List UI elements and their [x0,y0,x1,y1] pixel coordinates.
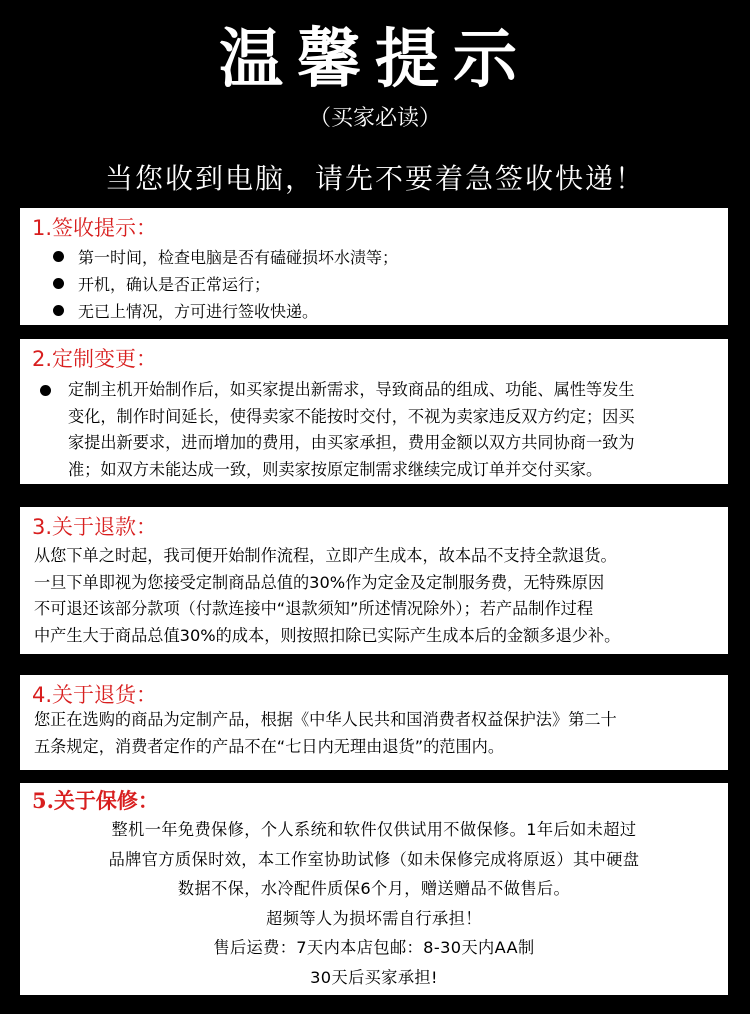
list-item [53,271,398,298]
section-sign-receipt [20,208,728,325]
list-item [53,244,398,271]
list-item-text: 无已上情况，方可进行签收快递。 [78,302,319,321]
headline: 当您收到电脑，请先不要着急签收快递！ [104,162,645,195]
text-line: 一旦下单即视为您接受定制商品总值的30%作为定金及定制服务费，无特殊原因 [34,572,605,592]
section-title: 5.关于保修： [32,788,159,813]
bullet-icon [53,278,64,289]
text-line: 准；如双方未能达成一致，则卖家按原定制需求继续完成订单并交付买家。 [68,459,603,479]
bullet-icon [53,305,64,316]
text-line: 中产生大于商品总值30%的成本，则按照扣除已实际产生成本后的金额多退少补。 [34,625,621,645]
text-line: 家提出新要求，进而增加的费用，由买家承担，费用金额以双方共同协商一致为 [68,433,635,452]
section-title: 4.关于退货： [32,683,158,707]
section-body [34,707,617,760]
text-line: 30天后买家承担! [310,967,438,987]
bullet-list [53,244,398,325]
section-body [20,815,728,992]
text-line: 不可退还该部分款项（付款连接中“退款须知”所述情况除外）；若产品制作过程 [34,599,594,618]
section-body [34,543,620,649]
section-body [44,377,635,483]
section-warranty [20,783,728,995]
text-line: 五条规定，消费者定作的产品不在“七日内无理由退货”的范围内。 [34,736,505,756]
text-line: 品牌官方质保时效，本工作室协助试修（如未保修完成将原返）其中硬盘 [108,849,640,869]
bullet-icon [53,251,64,262]
text-line: 整机一年免费保修，个人系统和软件仅供试用不做保修。1年后如未超过 [111,820,637,839]
text-line: 售后运费：7天内本店包邮：8-30天内AA制 [213,938,535,957]
text-line: 您正在选购的商品为定制产品，根据《中华人民共和国消费者权益保护法》第二十 [34,710,617,729]
section-title: 3.关于退款： [32,515,158,539]
section-return [20,675,728,770]
section-title: 2.定制变更： [32,347,158,371]
section-custom-change [20,339,728,484]
list-item-text: 开机，确认是否正常运行； [78,275,271,294]
text-line: 超频等人为损坏需自行承担！ [266,908,482,928]
list-item-text: 第一时间，检查电脑是否有磕碰损坏水渍等； [78,248,399,267]
bullet-icon [40,385,51,396]
text-line: 变化，制作时间延长，使得卖家不能按时交付，不视为卖家违反双方约定；因买 [68,406,635,426]
text-line: 从您下单之时起，我司便开始制作流程，立即产生成本，故本品不支持全款退货。 [34,546,617,565]
page-subtitle: （买家必读） [308,106,441,131]
list-item [53,298,398,325]
text-line: 数据不保，水冷配件质保6个月，赠送赠品不做售后。 [177,879,571,898]
page-title: 温馨提示 [219,23,531,97]
section-title: 1.签收提示： [32,216,158,240]
section-refund [20,507,728,654]
text-line: 定制主机开始制作后，如买家提出新需求，导致商品的组成、功能、属性等发生 [68,380,635,399]
